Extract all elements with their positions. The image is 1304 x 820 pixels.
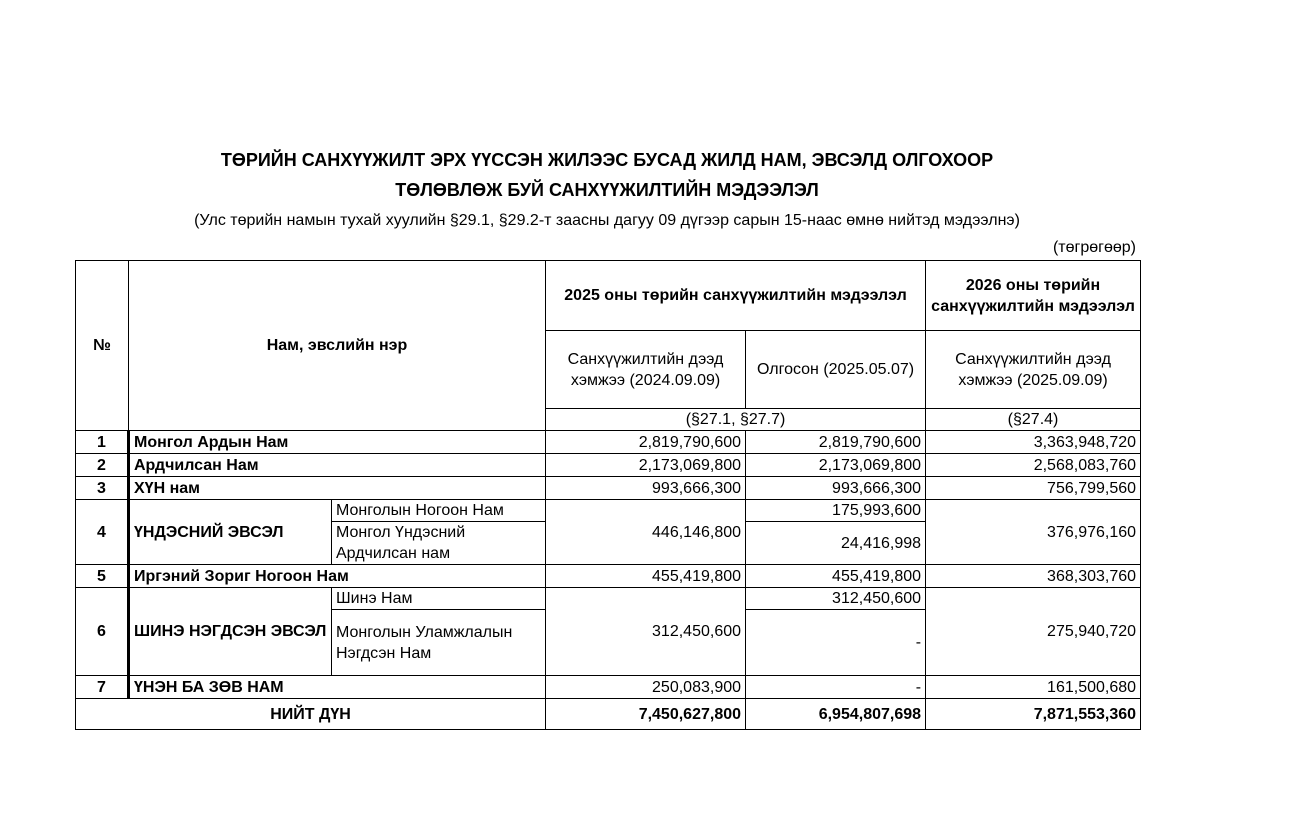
- limit-2025-value: 2,173,069,800: [546, 454, 746, 477]
- limit-2025-value: 2,819,790,600: [546, 431, 746, 454]
- member-party-name: Шинэ Нам: [332, 588, 546, 610]
- table-row: [76, 588, 1141, 610]
- member-party-name: Монголын Уламжлалын Нэгдсэн Нам: [332, 610, 546, 676]
- funding-table: [75, 260, 1141, 730]
- member-party-name: Монгол Үндэсний Ардчилсан нам: [332, 522, 546, 565]
- row-number: 6: [76, 588, 129, 676]
- limit-2026-value: 756,799,560: [926, 477, 1141, 500]
- limit-2026-value: 275,940,720: [926, 588, 1141, 676]
- limit-2025-value: 993,666,300: [546, 477, 746, 500]
- party-name: ҮНЭН БА ЗӨВ НАМ: [129, 676, 546, 699]
- paid-2025-value: 2,173,069,800: [746, 454, 926, 477]
- header-ref-2025: (§27.1, §27.7): [546, 409, 926, 431]
- header-group-2026: 2026 оны төрийн санхүүжилтийн мэдээлэл: [926, 261, 1141, 331]
- paid-2025-value: 455,419,800: [746, 565, 926, 588]
- total-label: НИЙТ ДҮН: [76, 699, 546, 730]
- paid-2025-value: -: [746, 610, 926, 676]
- limit-2026-value: 161,500,680: [926, 676, 1141, 699]
- party-name: ХҮН нам: [129, 477, 546, 500]
- paid-2025-value: 993,666,300: [746, 477, 926, 500]
- party-name: Иргэний Зориг Ногоон Нам: [129, 565, 546, 588]
- document-subtitle: (Улс төрийн намын тухай хуулийн §29.1, §29.2-т заасны дагуу 09 дүгээр сарын 15-наас өмнө нийтэд мэдээлнэ): [194, 212, 1020, 229]
- limit-2026-value: 368,303,760: [926, 565, 1141, 588]
- header-party-name: Нам, эвслийн нэр: [129, 261, 546, 431]
- header-row-1: [76, 261, 1141, 331]
- limit-2025-value: 312,450,600: [546, 588, 746, 676]
- limit-2025-value: 446,146,800: [546, 500, 746, 565]
- limit-2025-value: 455,419,800: [546, 565, 746, 588]
- paid-2025-value: 24,416,998: [746, 522, 926, 565]
- table-row: [76, 454, 1141, 477]
- total-paid-2025: 6,954,807,698: [746, 699, 926, 730]
- paid-2025-value: 312,450,600: [746, 588, 926, 610]
- row-number: 3: [76, 477, 129, 500]
- coalition-name: ШИНЭ НЭГДСЭН ЭВСЭЛ: [129, 588, 332, 676]
- document-title-line-2: ТӨЛӨВЛӨЖ БУЙ САНХҮҮЖИЛТИЙН МЭДЭЭЛЭЛ: [395, 180, 819, 200]
- limit-2026-value: 376,976,160: [926, 500, 1141, 565]
- paid-2025-value: 175,993,600: [746, 500, 926, 522]
- total-limit-2025: 7,450,627,800: [546, 699, 746, 730]
- header-limit-2025: Санхүүжилтийн дээд хэмжээ (2024.09.09): [546, 331, 746, 409]
- table-row: [76, 676, 1141, 699]
- row-number: 7: [76, 676, 129, 699]
- row-number: 4: [76, 500, 129, 565]
- total-limit-2026: 7,871,553,360: [926, 699, 1141, 730]
- coalition-name: ҮНДЭСНИЙ ЭВСЭЛ: [129, 500, 332, 565]
- party-name: Ардчилсан Нам: [129, 454, 546, 477]
- table-row: [76, 477, 1141, 500]
- limit-2026-value: 2,568,083,760: [926, 454, 1141, 477]
- limit-2026-value: 3,363,948,720: [926, 431, 1141, 454]
- total-row: [76, 699, 1141, 730]
- header-limit-2026: Санхүүжилтийн дээд хэмжээ (2025.09.09): [926, 331, 1141, 409]
- table-row: [76, 431, 1141, 454]
- paid-2025-value: -: [746, 676, 926, 699]
- table-row: [76, 500, 1141, 522]
- paid-2025-value: 2,819,790,600: [746, 431, 926, 454]
- table-row: [76, 565, 1141, 588]
- member-party-name: Монголын Ногоон Нам: [332, 500, 546, 522]
- header-group-2025: 2025 оны төрийн санхүүжилтийн мэдээлэл: [546, 261, 926, 331]
- limit-2025-value: 250,083,900: [546, 676, 746, 699]
- header-no: №: [76, 261, 129, 431]
- header-ref-2026: (§27.4): [926, 409, 1141, 431]
- row-number: 2: [76, 454, 129, 477]
- row-number: 1: [76, 431, 129, 454]
- document-title-line-1: ТӨРИЙН САНХҮҮЖИЛТ ЭРХ ҮҮССЭН ЖИЛЭЭС БУСАД ЖИЛД НАМ, ЭВСЭЛД ОЛГОХООР: [220, 150, 994, 170]
- party-name: Монгол Ардын Нам: [129, 431, 546, 454]
- row-number: 5: [76, 565, 129, 588]
- currency-unit-label: (төгрөгөөр): [1052, 239, 1136, 256]
- header-paid-2025: Олгосон (2025.05.07): [746, 331, 926, 409]
